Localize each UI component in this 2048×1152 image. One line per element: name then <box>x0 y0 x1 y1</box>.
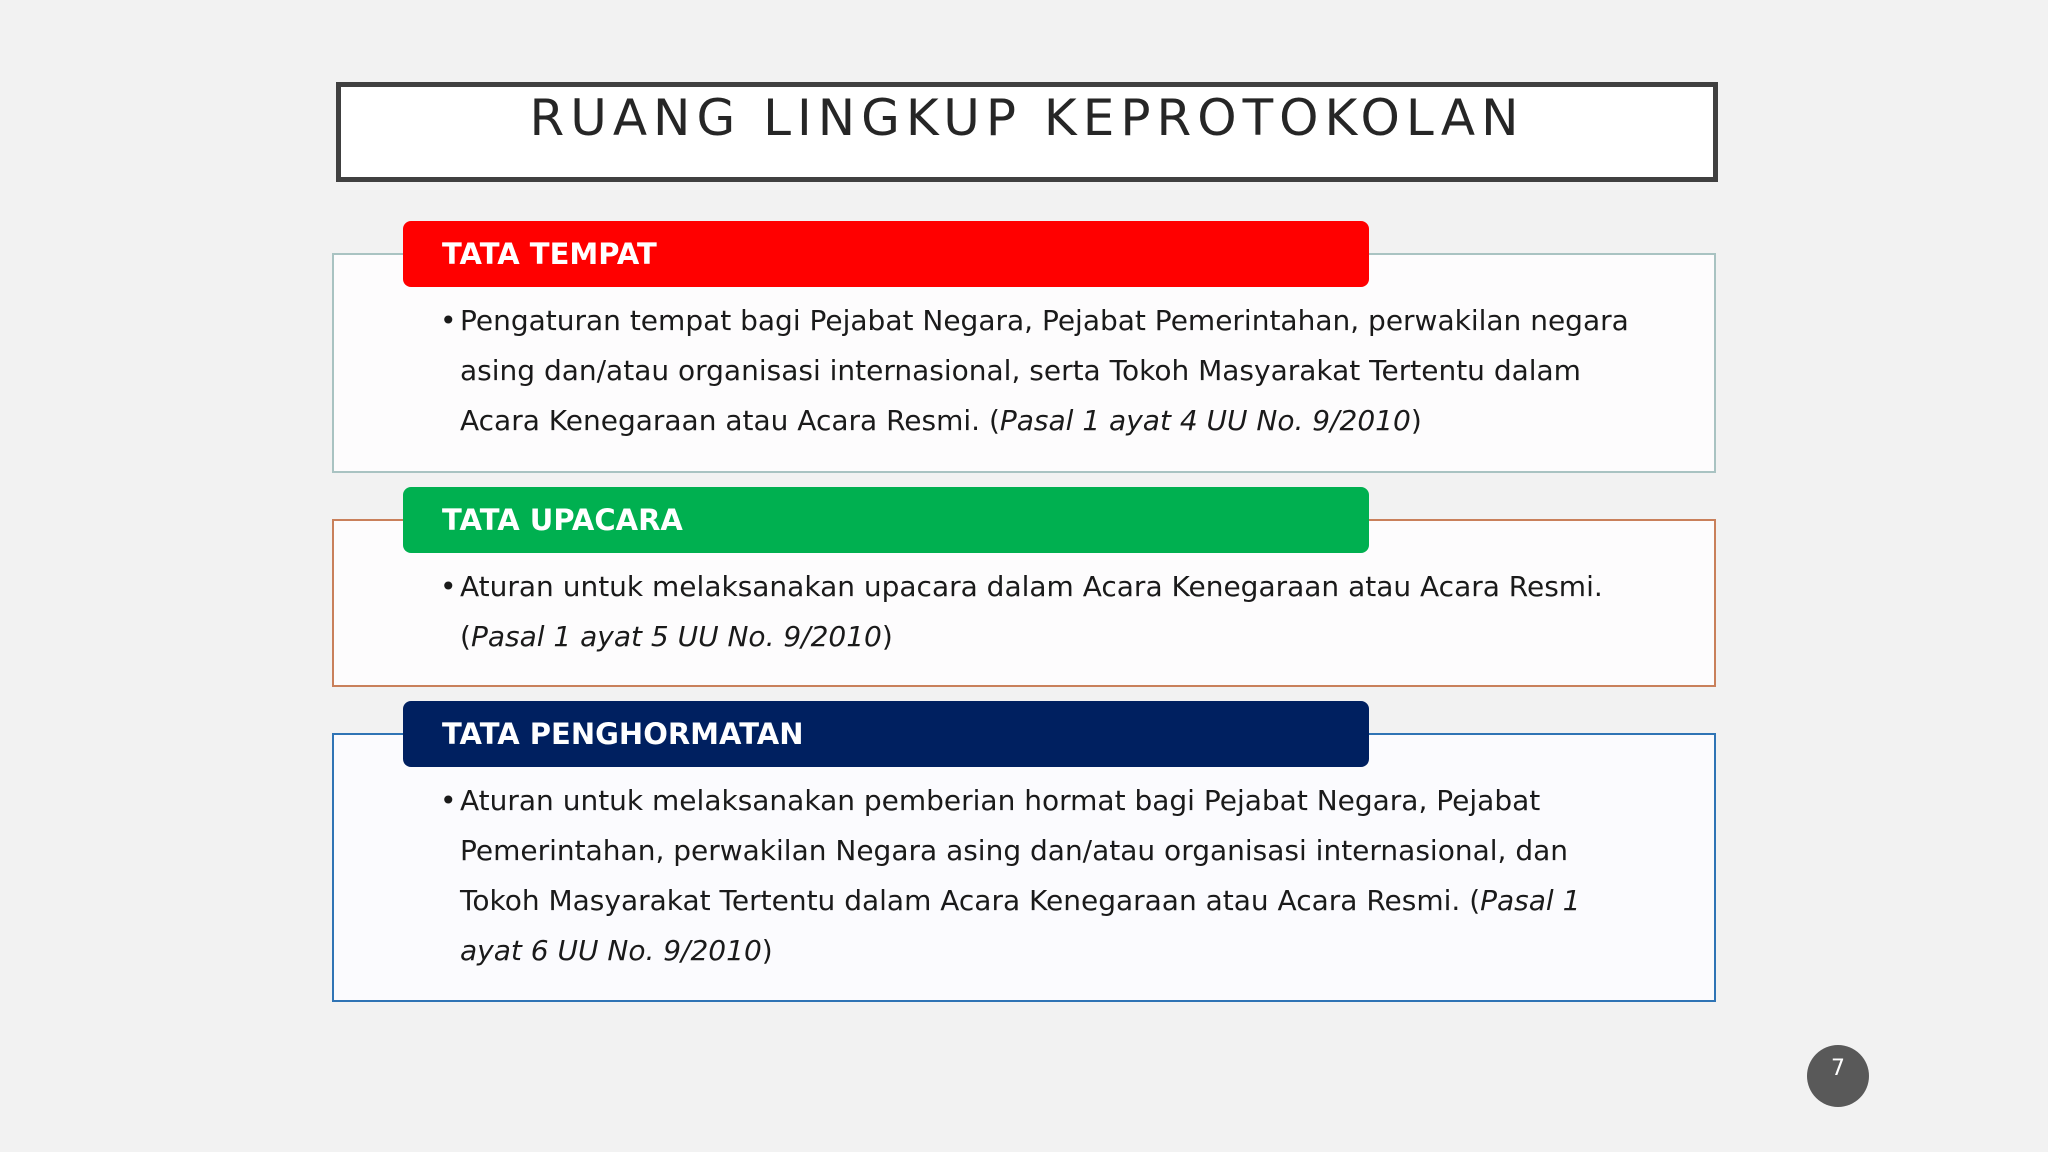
section-bullet-tata-tempat <box>440 296 1630 446</box>
page-number-badge: 7 <box>1807 1045 1869 1107</box>
bullet-text: Pengaturan tempat bagi Pejabat Negara, Pejabat Pemerintahan, perwakilan negara asing dan/atau organisasi internasional, serta Tokoh Masyarakat Tertentu dalam Acara Kenegaraan atau Acara Resmi. (Pasal 1 ayat 4 UU No. 9/2010) <box>460 304 1629 437</box>
title-box <box>336 82 1718 182</box>
section-bullet-tata-penghormatan <box>440 776 1630 976</box>
section-heading-tata-tempat: TATA TEMPAT <box>403 221 1369 287</box>
bullet-text: Aturan untuk melaksanakan pemberian hormat bagi Pejabat Negara, Pejabat Pemerintahan, perwakilan Negara asing dan/atau organisasi internasional, dan Tokoh Masyarakat Tertentu dalam Acara Kenegaraan atau Acara Resmi. (Pasal 1 ayat 6 UU No. 9/2010) <box>460 784 1581 967</box>
bullet-dot-icon: • <box>440 304 457 337</box>
slide-title: RUANG LINGKUP KEPROTOKOLAN <box>529 89 1525 147</box>
section-heading-tata-upacara: TATA UPACARA <box>403 487 1369 553</box>
bullet-dot-icon: • <box>440 784 457 817</box>
bullet-dot-icon: • <box>440 570 457 603</box>
citation: Pasal 1 ayat 5 UU No. 9/2010 <box>470 620 882 653</box>
bullet-text: Aturan untuk melaksanakan upacara dalam Acara Kenegaraan atau Acara Resmi. (Pasal 1 ayat 5 UU No. 9/2010) <box>460 570 1603 653</box>
citation: Pasal 1 ayat 4 UU No. 9/2010 <box>999 404 1411 437</box>
section-heading-tata-penghormatan: TATA PENGHORMATAN <box>403 701 1369 767</box>
citation: Pasal 1 ayat 6 UU No. 9/2010 <box>460 884 1581 967</box>
section-bullet-tata-upacara <box>440 562 1630 662</box>
